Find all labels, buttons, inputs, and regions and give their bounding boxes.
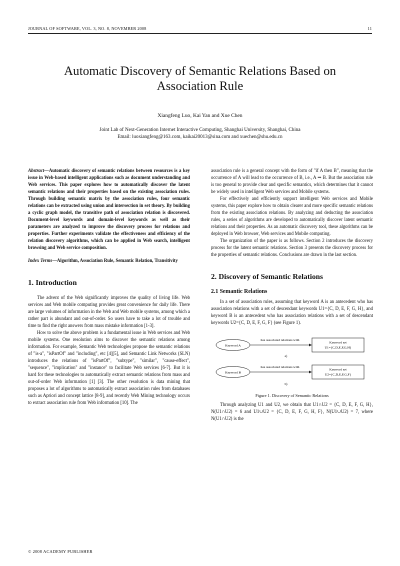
figure-1-diagram [211,330,373,392]
index-terms-text: —Algorithm, Association Rule, Semantic Relation, Transitivity [52,259,178,264]
affiliation-block [40,127,360,141]
figure-1-caption: Figure 1. Discovery of Semantic Relations [255,393,329,398]
keyword-set-u1-label: Keyword set [329,340,347,345]
journal-info: JOURNAL OF SOFTWARE, VOL. 3, NO. 8, NOVEMBER 2008 [28,26,147,31]
section-heading-introduction: 1. Introduction [28,278,77,287]
keyword-set-u2-label: Keyword set [329,367,347,372]
section-heading-discovery: 2. Discovery of Semantic Relations [211,272,323,281]
body-paragraph-1: association rule is a general concept with the form of "if A then B", meaning that the occurrence of A will lead to the occurrence of B, i.e., A ⇒ B. But the association rule is too general to provide clear and specific semantics, which determines that it cannot be widely used in intelligent Web services and Mobile systems. [211,169,373,195]
intro-paragraph-1: The advent of the Web significantly improves the quality of living life. Web services and Web mobile computing provides great convenience for daily life. There are large volumes of information in the Web and Web mobile systems, among which a rather part is abundant and out-of-order. So users have to take a lot of trouble and time to find the right answers from mass mistake information [1-3]. [28,296,190,329]
arrowhead-a [309,344,312,347]
body-paragraph-3: The organization of the paper is as follows. Section 2 introduces the discovery process for the latent semantic relations. Section 3 presents the discovery process for the properties of semantic relations. Conclusions are drawn in the last section. [211,239,373,258]
abstract [28,168,190,252]
index-terms [28,258,190,265]
keyword-b-label: Keyword B [225,370,241,375]
keyword-set-u1: U1={C,D,E,F,G,H} [324,345,352,350]
subsection-heading: 2.1 Semantic Relations [211,289,268,295]
keyword-set-u2: U2={C,D,E,F,G,F} [324,372,352,377]
body-paragraph-2: For effectively and efficiently support intelligent Web services and Mobile systems, this paper explore how to obtain clearer and more specific semantic relations from the existing association relations. By analyzing and deducting the association rules, a series of algorithms are developed to automatically discover latent semantic relations and their properties. As an automatic discovery tool, these algorithms can be deployed in Web browser, Web services and Mobile computing. [211,197,373,237]
relation-label-b: has associated relations with [260,365,300,369]
arrowhead-b [309,371,312,374]
index-terms-lead: Index Terms [28,259,53,264]
author-list: Xiangfeng Luo, Kai Yan and Xue Chen [157,113,243,119]
paper-title: Automatic Discovery of Semantic Relations Based on Association Rule [63,64,337,93]
email-line: Email: luoxiangfeng@163.com, kaikai20013@sina.com and xuechen@shu.edu.cn [117,135,283,140]
figure-1 [211,330,373,392]
body-paragraph-4: In a set of association rules, assuming that keyword A is an antecedent who has association relations with a set of descendant keywords U1={C, D, E, F, G, H}, and keyword B is an antecedent who has association relations with a set of descendant keywords U2={C, D, E, F, G, F} (see Figure 1). [211,300,373,326]
affiliation: Joint Lab of Next-Generation Internet Interactive Computing, Shanghai University, Shanghai, China [99,128,301,133]
keyword-a-label: Keyword A [225,343,241,348]
intro-paragraph-2: How to solve the above problem is a fundamental issue in Web services and Web mobile systems. One resolution aims to discover the semantic relations among information. For example, Semantic Web technologies propose the semantic relations of "is-a", "isPartOf" and "including", etc [4][5], and Semantic Link Networks (SLN) introduces the relations of "isPartOf", "subtype", "similar", "cause-effect", "sequence", "implication" and "instance" to facilitate Web services [6-7]. But it is hard for these technologies to automatically extract semantic relations from mass and out-of-order Web information [1] [3]. The other resolution is data mining that proposes a lot of algorithms to automatically extract association rules from databases such as Apriori and concept lattice [8-9], and recently Web Mining technology occurs to extract association rule from Web information [10]. The [28,331,190,406]
abstract-text: —Automatic discovery of semantic relations between resources is a key issue in Web-based intelligent applications such as document understanding and Web services. This paper explores how to automatically discover the latent semantic relations and their properties based on the existing association rules. Through building semantic matrix by the association rules, four semantic relations can be extracted using union and intersection in set theory. By building a cyclic graph model, the transitive path of association relation is discovered. Document-level keywords and domain-level keywords as well as their parameters are analyzed to improve the discovery process for relations and properties. Further experiments validate the effectiveness and efficiency of the relation discovery algorithms, which can be applied in Web search, intelligent browsing and Web service composition. [28,169,190,251]
running-header [28,26,372,36]
subfigure-a-label: a) [284,354,288,358]
relation-label-a: has associated relations with [260,338,300,342]
abstract-lead: Abstract [28,169,45,174]
subfigure-b-label: b) [284,382,288,386]
right-column [211,168,373,423]
publisher-footer: © 2008 ACADEMY PUBLISHER [28,549,93,554]
left-column [28,168,190,407]
body-paragraph-5: Through analyzing U1 and U2, we obtain that U1∩U2 = {C, D, E, F, G, H}, N(U1∩U2) = 6 and U1∪U2 = {C, D, E, F, G, H, F}, N(U1∪U2) = 7, where N(U1∩U2) is the [211,403,373,422]
page-number: 11 [367,26,372,31]
header-rule [28,33,372,34]
